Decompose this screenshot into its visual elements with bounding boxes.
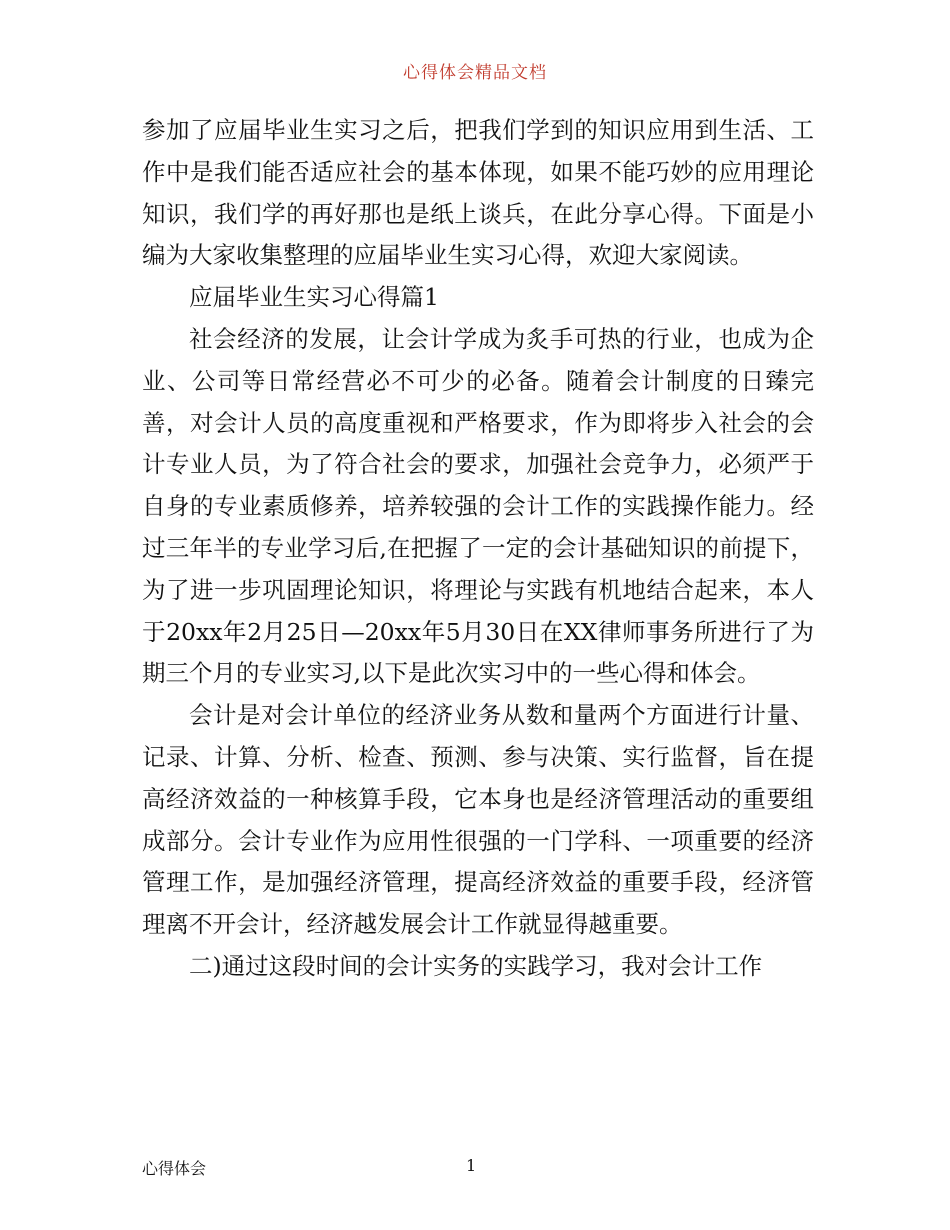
document-body [142,110,814,988]
body-paragraph-2: 会计是对会计单位的经济业务从数和量两个方面进行计量、记录、计算、分析、检查、预测、参与决策、实行监督，旨在提高经济效益的一种核算手段，它本身也是经济管理活动的重要组成部分。会计专业作为应用性很强的一门学科、一项重要的经济管理工作，是加强经济管理，提高经济效益的重要手段，经济管理离不开会计，经济越发展会计工作就显得越重要。 [142,701,814,939]
page-number: 1 [466,1156,477,1175]
body-paragraph-1: 社会经济的发展，让会计学成为炙手可热的行业，也成为企业、公司等日常经营必不可少的必备。随着会计制度的日臻完善，对会计人员的高度重视和严格要求，作为即将步入社会的会计专业人员，为了符合社会的要求，加强社会竞争力，必须严于自身的专业素质修养，培养较强的会计工作的实践操作能力。经过三年半的专业学习后,在把握了一定的会计基础知识的前提下，为了进一步巩固理论知识，将理论与实践有机地结合起来，本人于20xx年2月25日—20xx年5月30日在XX律师事务所进行了为期三个月的专业实习,以下是此次实习中的一些心得和体会。 [142,324,814,688]
footer-label: 心得体会 [142,1159,207,1178]
intro-paragraph: 参加了应届毕业生实习之后，把我们学到的知识应用到生活、工作中是我们能否适应社会的基本体现，如果不能巧妙的应用理论知识，我们学的再好那也是纸上谈兵，在此分享心得。下面是小编为大家收集整理的应届毕业生实习心得，欢迎大家阅读。 [142,116,814,270]
document-header-title: 心得体会精品文档 [403,63,547,83]
body-paragraph-3: 二)通过这段时间的会计实务的实践学习，我对会计工作 [189,951,763,980]
section-heading: 应届毕业生实习心得篇1 [189,283,439,312]
